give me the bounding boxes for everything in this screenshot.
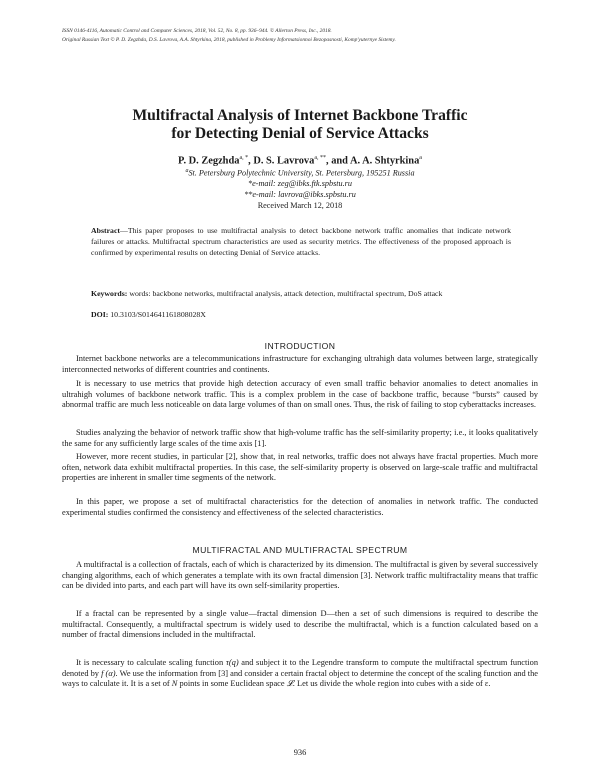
keywords-label: Keywords: xyxy=(91,289,128,298)
email-lavrova: **e-mail: lavrova@ibks.spbstu.ru xyxy=(244,190,356,199)
author-lavrova: D. S. Lavrova xyxy=(253,155,315,167)
author-separator-1: , xyxy=(248,155,254,167)
affiliation-marker: a xyxy=(185,168,189,174)
author-separator-2: , and xyxy=(326,155,350,167)
affiliation xyxy=(62,166,538,179)
email-zegzhda: *e-mail: zeg@ibks.ftk.spbstu.ru xyxy=(248,179,352,188)
intro-paragraph-3: Studies analyzing the behavior of network traffic show that high-volume traffic has the self-similarity property; i.e., it looks qualitatively the same for any sufficiently large scales of the time axis [1]. xyxy=(62,428,538,448)
intro-paragraph-5: In this paper, we propose a set of multifractal characteristics for the detection of anomalies in network traffic. The conducted experimental studies confirmed the consistency and effectiveness of the selected characteristics. xyxy=(62,497,538,517)
euclidean-space-symbol: 𝓛 xyxy=(286,679,293,689)
paper-title-line-2: for Detecting Denial of Service Attacks xyxy=(171,125,429,142)
multifractal-paragraph-1: A multifractal is a collection of fractals, each of which is characterized by its dimension. The multifractal is given by several successively changing algorithms, each of which generates a template with its own fractal dimension [3]. Network traffic multifractality means that traffic can be divided into parts, and each part will have its own self-similarity properties. xyxy=(62,560,538,591)
author-zegzhda-affil-marker: a, * xyxy=(239,155,249,161)
paper-title-line-1: Multifractal Analysis of Internet Backbone Traffic xyxy=(132,107,468,124)
doi xyxy=(91,310,511,321)
abstract-text: —This paper proposes to use multifractal analysis to detect backbone network traffic anomalies that indicate network failures or attacks. Multifractal spectrum characteristics are used as security metrics. The effectiveness of the proposed approach is confirmed by experimental results on detecting Denial of Service attacks. xyxy=(91,226,511,257)
abstract-label: Abstract xyxy=(91,226,121,235)
doi-label: DOI: xyxy=(91,310,109,319)
p8-text-a: It is necessary to calculate scaling function xyxy=(76,658,226,667)
journal-header-line-1: ISSN 0146-4116, Automatic Control and Computer Sciences, 2018, Vol. 52, No. 8, pp. 936–944. © Allerton Press, Inc., 2018. xyxy=(62,28,332,34)
p8-text-e: . Let us divide the whole region into cubes with a side of ε. xyxy=(292,679,491,689)
section-heading-introduction: INTRODUCTION xyxy=(264,341,336,351)
p8-text-c: . We use the information from [3] and consider a certain fractal object to determine the concept of the scaling function and the ways to calculate it. It is a set of xyxy=(62,668,538,689)
multifractal-paragraph-2: If a fractal can be represented by a single value—fractal dimension D—then a set of such dimensions is required to describe the multifractal. Consequently, a multifractal spectrum is widely used to describe the multifractal, which is a function calculated based on a number of fractal dimensions included in the multifractal. xyxy=(62,609,538,640)
p8-text-d: points in some Euclidean space xyxy=(177,679,287,689)
journal-header-line-2: Original Russian Text © P. D. Zegzhda, D.S. Lavrova, A.A. Shtyrkina, 2018, published in Problemy Informatsionnoi Bezopasnosti, Komp'yuternye Sistemy. xyxy=(62,37,396,43)
n-points-symbol: N xyxy=(171,679,178,689)
spectrum-function-symbol: f (α) xyxy=(101,668,116,678)
page-number: 936 xyxy=(293,748,307,757)
intro-paragraph-2: It is necessary to use metrics that provide high detection accuracy of even small traffic behavior anomalies to detect anomalies in ultrahigh volumes of backbone network traffic. This is a complex problem in the case of backbone traffic, because “bursts” caused by abnormal traffic are much less noticeable on data large volumes of than on small ones. Thus, the risk of failing to stop cyberattacks increases. xyxy=(62,379,538,410)
scaling-function-symbol: τ(q) xyxy=(225,658,239,667)
keywords-text: words: backbone networks, multifractal analysis, attack detection, multifractal spectrum, DoS attack xyxy=(127,289,443,298)
author-lavrova-affil-marker: a, ** xyxy=(314,155,326,161)
abstract xyxy=(91,226,511,258)
received-date: Received March 12, 2018 xyxy=(257,201,343,210)
section-heading-multifractal: MULTIFRACTAL AND MULTIFRACTAL SPECTRUM xyxy=(192,545,408,555)
p8-text-b: and subject it to the Legendre transform to compute the multifractal spectrum function denoted by xyxy=(62,658,539,678)
author-shtyrkina-affil-marker: a xyxy=(419,155,422,161)
author-shtyrkina: A. A. Shtyrkina xyxy=(349,155,420,167)
affiliation-text: St. Petersburg Polytechnic University, St. Petersburg, 195251 Russia xyxy=(188,168,415,178)
intro-paragraph-4: However, more recent studies, in particular [2], show that, in real networks, traffic does not always have fractal properties. Much more often, network data exhibit multifractal properties. In this case, the self-similarity property is observed on large-scale traffic and multifractal properties are inherent in smaller time segments of the network. xyxy=(62,452,538,483)
keywords xyxy=(91,289,511,300)
doi-value: 10.3103/S014641161808028X xyxy=(108,310,206,319)
multifractal-paragraph-3 xyxy=(62,658,538,690)
intro-paragraph-1: Internet backbone networks are a telecommunications infrastructure for exchanging ultrahigh data volumes between large, strategically interconnected networks of different countries and continents. xyxy=(62,354,538,374)
author-zegzhda: P. D. Zegzhda xyxy=(178,155,240,167)
